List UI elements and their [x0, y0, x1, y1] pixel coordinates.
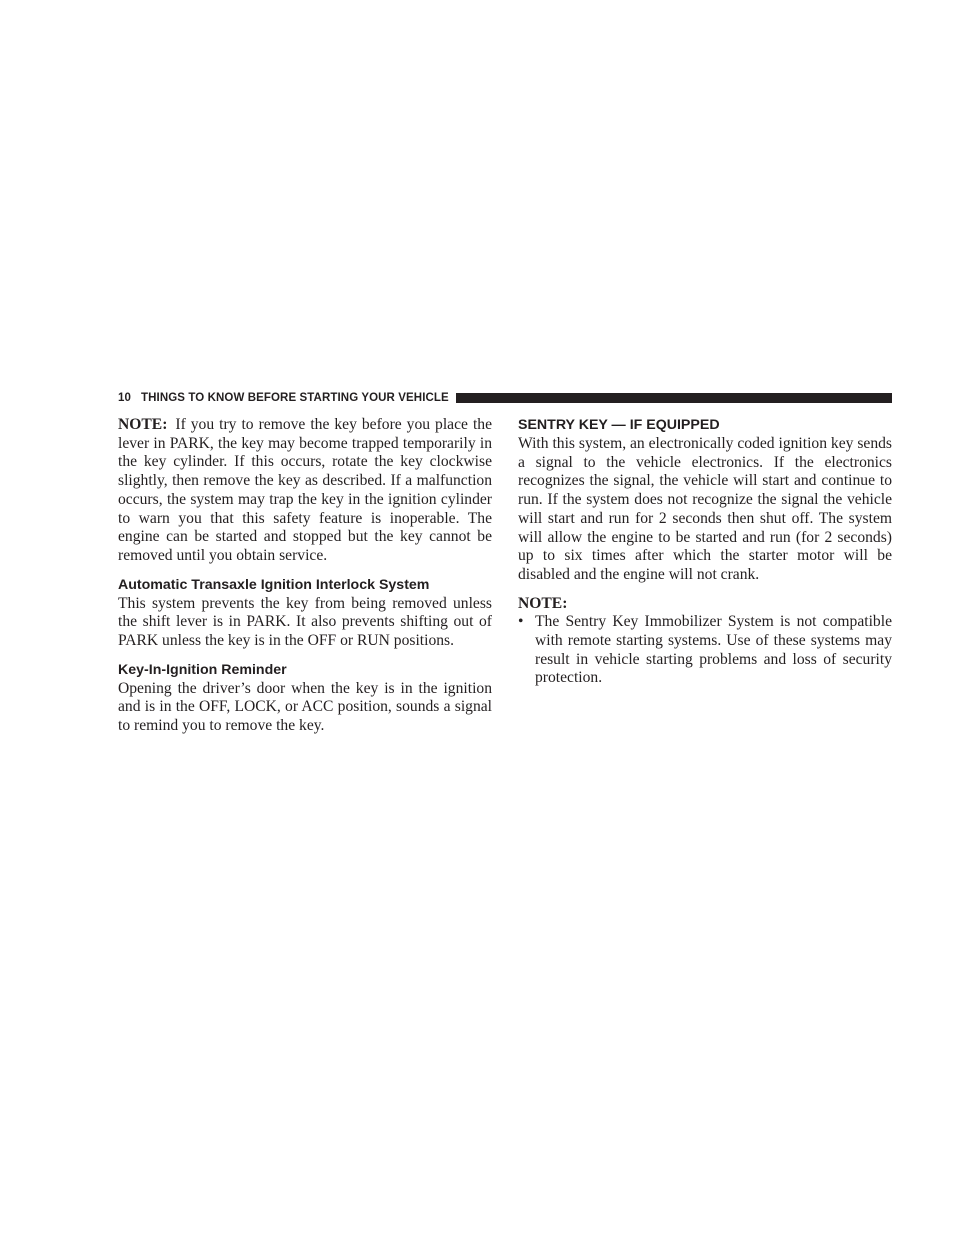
sentry-key-paragraph: With this system, an electronically coded ignition key sends a signal to the vehicle electronics. If the electronics recognizes the signal, the vehicle will start and continue to run. If the system does not recognize the signal the vehicle will start and run for 2 seconds then shut off. The system will allow the engine to be started and run (for 2 seconds) up to six times after which the starter motor will be disabled and the engine will not crank.	[518, 435, 892, 583]
left-column	[118, 416, 492, 736]
note-label: NOTE:	[118, 416, 168, 433]
interlock-heading: Automatic Transaxle Ignition Interlock System	[118, 576, 430, 593]
bullet-icon: •	[518, 613, 524, 631]
right-column	[518, 416, 892, 688]
sentry-key-heading: SENTRY KEY — IF EQUIPPED	[518, 417, 720, 433]
reminder-paragraph: Opening the driver’s door when the key is in the ignition and is in the OFF, LOCK, or ACC position, sounds a signal to remind you to remove the key.	[118, 679, 492, 735]
note-heading: NOTE:	[518, 594, 568, 612]
list-item	[518, 613, 892, 688]
reminder-heading: Key-In-Ignition Reminder	[118, 661, 287, 678]
header-rule	[456, 393, 892, 403]
note-text: If you try to remove the key before you place the lever in PARK, the key may become trapped temporarily in the key cylinder. If this occurs, rotate the key clockwise slightly, then remove the key as described. If a malfunction occurs, the system may trap the key in the ignition cylinder to warn you that this safety feature is inoperable. The engine can be started and stopped but the key cannot be removed until you obtain service.	[118, 416, 492, 564]
note-paragraph	[118, 416, 492, 566]
interlock-paragraph: This system prevents the key from being removed unless the shift lever is in PARK. It also prevents shifting out of PARK unless the key is in the OFF or RUN positions.	[118, 594, 492, 650]
bullet-text: The Sentry Key Immobilizer System is not compatible with remote starting systems. Use of these systems may result in vehicle starting problems and loss of security protection.	[535, 613, 892, 687]
note-bullet-list	[518, 613, 892, 688]
page-number: 10	[118, 392, 131, 404]
running-header	[118, 390, 892, 406]
section-title: THINGS TO KNOW BEFORE STARTING YOUR VEHICLE	[141, 392, 449, 404]
